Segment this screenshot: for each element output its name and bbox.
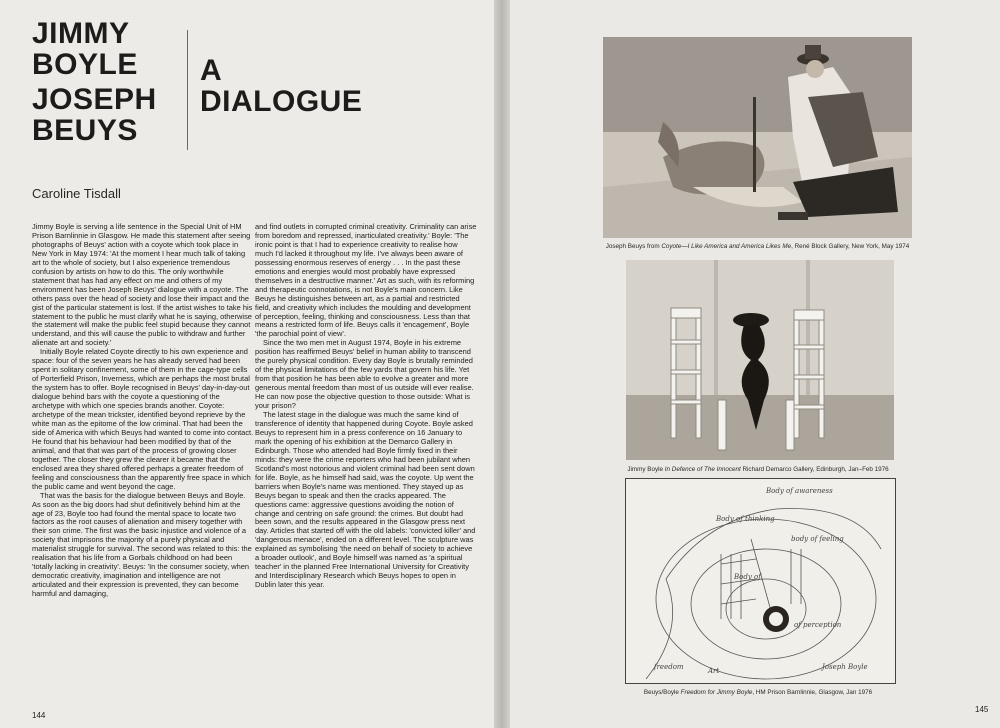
coyote-photo xyxy=(603,37,912,238)
left-page xyxy=(0,0,494,728)
paragraph: Since the two men met in August 1974, Boyle in his extreme position has reaffirmed Beuys' belief in human ability to transcend the purely physical condition. Every day Boyle is brutally reminded of the physical limitations of the few yards that govern his life. Yet from that position he has been able to evolve a greater and more generous mental freedom than most of us outside will ever realise. He can now pose the objective question to those outside: What is your prison? xyxy=(255,338,474,411)
caption-tail: , René Block Gallery, New York, May 1974 xyxy=(791,243,910,250)
caption-tail: Richard Demarco Gallery, Edinburgh, Jan–Feb 1976 xyxy=(740,466,889,473)
paragraph: Initially Boyle related Coyote directly to his own experience and space: four of the seven years he has already served had been spent in solitary confinement, some of them in the cage-type cells of Porterfield Prison, Inverness, which are perhaps the most brutal the system has to offer. Boyle recognised in Beuys' day-in-day-out dialogue behind bars with the coyote a questioning of the archetype with which one species brands another. Coyote: archetype of the mean trickster, identified beyond reprieve by the white man as the epitome of the low criminal. That had been the side of America with which Beuys had wanted to come into contact. He found that his behaviour had been modified by that of the animal, and that that was part of the process of growing closer together. The closer they grew the clearer it became that the enclosed area they shared offered perhaps a greater freedom of feeling and consciousness than the apparently free space in which the public came and went beyond the cage. xyxy=(32,347,254,491)
paragraph: and find outlets in corrupted criminal creativity. Criminality can arise from boredom and repressed, inarticulated creativity.' Boyle: 'The ironic point is that I had to experience creativity to realise how much I'd lacked it throughout my life. I've always been aware of possessing enormous reserves of energy . . . In the past these emotions and energies would most probably have expressed themselves in a destructive manner.' Art as such, with its reforming and therapeutic connotations, is not Boyle's main concern. Like Beuys he distinguishes between art, as a partial and restricted field, and creativity which includes the moulding and development of perception, feeling, thinking and consciousness. Less than that means a restricted form of life. Beuys calls it 'encagement', Boyle 'the parochial point of view'. xyxy=(255,223,477,339)
author-byline: Caroline Tisdall xyxy=(32,186,121,201)
title-line: JIMMY xyxy=(32,17,130,50)
page-number: 144 xyxy=(32,711,46,720)
photo-caption xyxy=(580,243,935,250)
caption-tail: , HM Prison Barnlinnie, Glasgow, Jan 1976 xyxy=(752,689,873,696)
title-line: DIALOGUE xyxy=(200,85,363,118)
svg-text:Body of thinking: Body of thinking xyxy=(716,515,775,523)
caption-title: Freedom for Jimmy Boyle xyxy=(680,689,753,696)
svg-text:body of feeling: body of feeling xyxy=(791,535,844,543)
paragraph: Jimmy Boyle is serving a life sentence in the Special Unit of HM Prison Barnlinnie in Glasgow. He made this statement after seeing photographs of Beuys' action with a coyote which took place in New York in May 1974: 'At the moment I hear much talk of taking art to the whole of society, but I also experience tremendous confusion by artists on how to do this. The only worthwhile statement that has had any effect on me and others of my environment has been Joseph Beuys' dialogue with a coyote. The others pass over the head of society and lose their impact and the gist of the particular statement is lost. If the artist wishes to take his statement to the public he must clarify what he is saying, otherwise the statement will make the public feel stupid because they cannot understand, and this will cause the public to withdraw and further alienate art and society.' xyxy=(32,223,253,348)
paragraph: The latest stage in the dialogue was much the same kind of transference of identity that happened during Coyote. Boyle asked Beuys to represent him in a press conference on 16 January to mark the opening of his exhibition at the Demarco Gallery in Edinburgh. Those who attended had Boyle firmly fixed in their minds: they were the crime reporters who had been jubilant when Scotland's most notorious and violent criminal had been sent down for life. Boyle, as he himself had said, was the coyote. Up went the barriers when Boyle's name was mentioned. They stayed up as Beuys began to speak and then the cracks appeared. The questions came: aggressive questions avoiding the notion of change and centring on safe ground: the crimes. But doubt had been sown, and the results appeared in the Glasgow press next day. Articles that started off with the old labels: 'convicted killer' and 'dangerous menace', ended on a different level. The sculpture was explained as symbolising 'the need on behalf of society to achieve a broader outlook', and Boyle himself was named as 'a spiritual teacher' in the planned Free International University for Creativity and Interdisciplinary Research which Beuys hopes to open in Dublin later this year. xyxy=(255,410,476,590)
installation-photo xyxy=(626,260,894,460)
photo-caption xyxy=(603,466,913,473)
svg-text:freedom: freedom xyxy=(654,663,684,671)
title-line: BEUYS xyxy=(32,114,138,147)
svg-text:Joseph Boyle: Joseph Boyle xyxy=(822,663,868,671)
book-gutter xyxy=(494,0,510,728)
title-divider xyxy=(187,30,188,150)
title-line: BOYLE xyxy=(32,48,138,81)
svg-text:Body of: Body of xyxy=(734,573,761,581)
title-line: A xyxy=(200,54,223,87)
caption-title: In Defence of The Innocent xyxy=(664,466,741,473)
title-subject xyxy=(200,55,362,117)
svg-text:of perception: of perception xyxy=(794,621,842,629)
svg-text:Body of awareness: Body of awareness xyxy=(766,487,833,495)
right-page xyxy=(510,0,1000,728)
caption-title: Coyote—I Like America and America Likes Me xyxy=(661,243,792,250)
caption-lead: Joseph Beuys from xyxy=(605,243,662,250)
page-number: 145 xyxy=(975,705,989,714)
text-column-1 xyxy=(32,223,254,673)
photo-caption xyxy=(603,689,913,696)
title-line: JOSEPH xyxy=(32,83,157,116)
title-names xyxy=(32,18,182,146)
caption-lead: Jimmy Boyle xyxy=(627,466,665,473)
drawing-image xyxy=(625,478,896,684)
svg-text:Art: Art xyxy=(708,667,720,675)
text-column-2 xyxy=(255,223,477,673)
paragraph: That was the basis for the dialogue between Beuys and Boyle. As soon as the big doors had shut definitively behind him at the age of 23, Boyle too had found the mental space to locate two factors as the root causes of alienation and misery together with their son crime. The first was the basic injustice and violence of a society that imprisons the majority of a purely physical and materialist struggle for survival. The second was related to this: the realisation that his life from a Gorbals childhood on had been 'totally lacking in creativity'. Beuys: 'In the consumer society, when democratic creativity, imagination and intelligence are not articulated and their expression is prevented, they can become harmful and damaging, xyxy=(32,490,252,599)
caption-lead: Beuys/Boyle xyxy=(643,689,681,696)
